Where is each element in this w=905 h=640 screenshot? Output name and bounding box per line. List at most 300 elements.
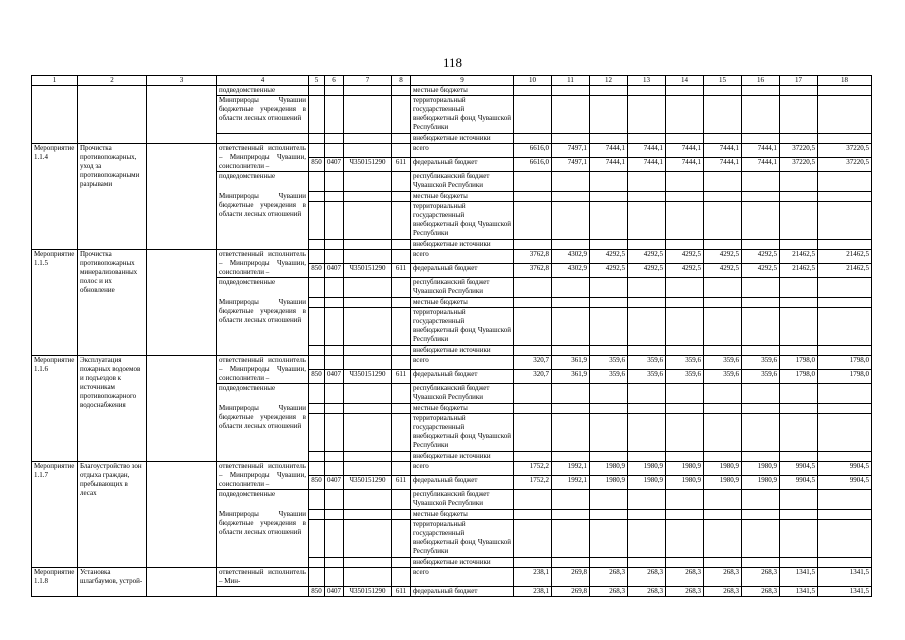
target-cell [147, 462, 217, 568]
value-cell: 4292,5 [628, 250, 666, 264]
empty-cell [552, 172, 590, 192]
value-cell: 1752,2 [514, 462, 552, 476]
empty-cell [780, 278, 818, 298]
empty-cell [818, 490, 872, 510]
value-cell: 4292,5 [628, 264, 666, 278]
code-cell [344, 202, 392, 240]
empty-cell [818, 298, 872, 308]
value-cell: 238,1 [514, 568, 552, 587]
empty-cell [742, 384, 780, 404]
value-cell: 1980,9 [666, 462, 704, 476]
code-cell [325, 510, 344, 520]
value-cell: 4302,9 [552, 250, 590, 264]
code-cell [325, 346, 344, 356]
code-cell [325, 96, 344, 134]
empty-cell [590, 452, 628, 462]
column-number: 9 [411, 76, 514, 86]
code-cell [392, 490, 411, 510]
value-cell: 268,3 [628, 587, 666, 597]
value-cell [780, 134, 818, 144]
value-cell: 238,1 [514, 587, 552, 597]
empty-cell [780, 414, 818, 452]
table-row [32, 462, 872, 476]
grbs-code: 850 [309, 370, 325, 384]
code-cell [344, 558, 392, 568]
executor-cell: ответственный исполнитель – Мин- [217, 568, 309, 587]
empty-cell [666, 404, 704, 414]
code-cell [392, 278, 411, 298]
budget-source-cell: федеральный бюджет [411, 264, 514, 278]
code-cell [392, 240, 411, 250]
column-number: 16 [742, 76, 780, 86]
column-number: 13 [628, 76, 666, 86]
vr-code: 611 [392, 158, 411, 172]
value-cell [818, 96, 872, 134]
budget-source-cell: всего [411, 462, 514, 476]
empty-cell [514, 558, 552, 568]
empty-cell [628, 452, 666, 462]
value-cell: 7497,1 [552, 144, 590, 158]
empty-cell [818, 520, 872, 558]
code-cell [344, 250, 392, 264]
budget-source-cell: местные бюджеты [411, 192, 514, 202]
value-cell: 268,3 [742, 587, 780, 597]
empty-cell [742, 510, 780, 520]
empty-cell [742, 414, 780, 452]
empty-cell [514, 202, 552, 240]
budget-source-cell: всего [411, 144, 514, 158]
value-cell: 359,6 [628, 370, 666, 384]
empty-cell [780, 404, 818, 414]
code-cell [344, 278, 392, 298]
value-cell: 9904,5 [818, 462, 872, 476]
value-cell [590, 134, 628, 144]
column-number: 4 [217, 76, 309, 86]
value-cell: 7444,1 [704, 144, 742, 158]
value-cell [666, 96, 704, 134]
value-cell: 1980,9 [628, 476, 666, 490]
code-cell [344, 490, 392, 510]
column-number: 17 [780, 76, 818, 86]
value-cell: 359,6 [704, 370, 742, 384]
code-cell [309, 452, 325, 462]
empty-cell [666, 414, 704, 452]
value-cell: 1980,9 [704, 462, 742, 476]
empty-cell [552, 240, 590, 250]
empty-cell [514, 490, 552, 510]
budget-source-cell: территориальный государственный внебюджетный фонд Чувашской Республики [411, 414, 514, 452]
empty-cell [628, 192, 666, 202]
code-cell [309, 298, 325, 308]
empty-cell [552, 452, 590, 462]
empty-cell [628, 240, 666, 250]
column-number: 12 [590, 76, 628, 86]
empty-cell [780, 510, 818, 520]
empty-cell [704, 298, 742, 308]
code-cell [309, 356, 325, 370]
empty-cell [704, 404, 742, 414]
code-cell [309, 414, 325, 452]
value-cell: 359,6 [628, 356, 666, 370]
budget-source-cell: федеральный бюджет [411, 587, 514, 597]
value-cell [704, 96, 742, 134]
code-cell [344, 86, 392, 96]
value-cell: 6616,0 [514, 144, 552, 158]
column-number: 5 [309, 76, 325, 86]
code-cell [344, 462, 392, 476]
executor-cell: ответственный исполнитель – Минприроды Чувашии, соисполнители – [217, 144, 309, 172]
code-cell [344, 192, 392, 202]
column-number: 3 [147, 76, 217, 86]
executor-cell [217, 134, 309, 144]
executor-cell: Минприроды Чувашии бюджетные учреждения в области лесных отношений [217, 96, 309, 134]
measure-name-cell: Благоустройство зон отдыха граждан, пребывающих в лесах [78, 462, 147, 568]
budget-source-cell: местные бюджеты [411, 510, 514, 520]
code-cell [344, 240, 392, 250]
empty-cell [552, 346, 590, 356]
empty-cell [552, 308, 590, 346]
budget-source-cell: внебюджетные источники [411, 240, 514, 250]
value-cell: 1980,9 [742, 476, 780, 490]
value-cell: 1980,9 [628, 462, 666, 476]
empty-cell [704, 240, 742, 250]
value-cell [666, 86, 704, 96]
measure-id-cell: Мероприятие 1.1.4 [32, 144, 78, 250]
value-cell [590, 96, 628, 134]
code-cell [309, 96, 325, 134]
executor-cell: Минприроды Чувашии бюджетные учреждения в области лесных отношений [217, 298, 309, 356]
executor-cell: Минприроды Чувашии бюджетные учреждения в области лесных отношений [217, 192, 309, 250]
budget-source-cell: республиканский бюджет Чувашской Республики [411, 278, 514, 298]
value-cell: 4292,5 [704, 264, 742, 278]
column-number: 8 [392, 76, 411, 86]
empty-cell [704, 510, 742, 520]
value-cell: 1980,9 [590, 476, 628, 490]
budget-source-cell: территориальный государственный внебюджетный фонд Чувашской Республики [411, 308, 514, 346]
empty-cell [666, 278, 704, 298]
empty-cell [628, 414, 666, 452]
code-cell [344, 134, 392, 144]
value-cell: 7444,1 [590, 158, 628, 172]
empty-cell [742, 192, 780, 202]
grbs-code: 850 [309, 158, 325, 172]
code-cell [309, 202, 325, 240]
value-cell: 269,8 [552, 568, 590, 587]
empty-cell [552, 510, 590, 520]
empty-cell [628, 404, 666, 414]
code-cell [325, 520, 344, 558]
value-cell: 1980,9 [666, 476, 704, 490]
code-cell [392, 346, 411, 356]
measure-name-cell: Эксплуатация пожарных водоемов и подъездов к источникам противопожарного водоснабжения [78, 356, 147, 462]
value-cell [514, 86, 552, 96]
value-cell: 1980,9 [742, 462, 780, 476]
empty-cell [552, 192, 590, 202]
code-cell [309, 144, 325, 158]
empty-cell [742, 172, 780, 192]
value-cell: 4292,5 [742, 250, 780, 264]
value-cell: 21462,5 [780, 264, 818, 278]
value-cell: 1798,0 [818, 356, 872, 370]
empty-cell [742, 490, 780, 510]
code-cell [344, 510, 392, 520]
empty-cell [514, 172, 552, 192]
empty-cell [780, 172, 818, 192]
value-cell [628, 86, 666, 96]
empty-cell [780, 490, 818, 510]
column-number: 1 [32, 76, 78, 86]
code-cell [309, 308, 325, 346]
value-cell [704, 86, 742, 96]
empty-cell [514, 298, 552, 308]
empty-cell [590, 404, 628, 414]
code-cell [325, 568, 344, 587]
empty-cell [818, 384, 872, 404]
empty-cell [628, 298, 666, 308]
value-cell: 320,7 [514, 370, 552, 384]
empty-cell [590, 298, 628, 308]
empty-cell [780, 202, 818, 240]
code-cell [309, 134, 325, 144]
target-cell [147, 356, 217, 462]
measure-name-cell [78, 86, 147, 144]
value-cell: 268,3 [666, 568, 704, 587]
code-cell [309, 250, 325, 264]
empty-cell [818, 452, 872, 462]
empty-cell [590, 490, 628, 510]
empty-cell [666, 172, 704, 192]
value-cell [666, 134, 704, 144]
empty-cell [628, 346, 666, 356]
empty-cell [666, 384, 704, 404]
code-cell [309, 384, 325, 404]
empty-cell [514, 240, 552, 250]
empty-cell [818, 510, 872, 520]
measure-name-cell: Прочистка противопожарных минерализованных полос и их обновление [78, 250, 147, 356]
budget-table [31, 75, 872, 597]
column-number: 11 [552, 76, 590, 86]
grbs-code: 850 [309, 476, 325, 490]
budget-source-cell: внебюджетные источники [411, 452, 514, 462]
empty-cell [818, 192, 872, 202]
code-cell [325, 462, 344, 476]
empty-cell [780, 346, 818, 356]
value-cell [780, 86, 818, 96]
code-cell [392, 404, 411, 414]
code-cell [325, 202, 344, 240]
empty-cell [818, 278, 872, 298]
empty-cell [590, 510, 628, 520]
code-cell [309, 86, 325, 96]
code-cell [325, 144, 344, 158]
empty-cell [590, 520, 628, 558]
empty-cell [704, 490, 742, 510]
value-cell: 359,6 [704, 356, 742, 370]
budget-source-cell: федеральный бюджет [411, 158, 514, 172]
value-cell [742, 96, 780, 134]
empty-cell [514, 384, 552, 404]
table-row [32, 86, 872, 96]
value-cell: 1980,9 [704, 476, 742, 490]
code-cell [309, 462, 325, 476]
empty-cell [552, 404, 590, 414]
empty-cell [704, 520, 742, 558]
budget-source-cell: внебюджетные источники [411, 134, 514, 144]
measure-id-cell: Мероприятие 1.1.5 [32, 250, 78, 356]
vr-code: 611 [392, 264, 411, 278]
code-cell [392, 144, 411, 158]
empty-cell [704, 308, 742, 346]
empty-cell [666, 202, 704, 240]
rzpr-code: 0407 [325, 370, 344, 384]
code-cell [392, 96, 411, 134]
empty-cell [552, 490, 590, 510]
code-cell [392, 520, 411, 558]
empty-cell [818, 346, 872, 356]
empty-cell [818, 172, 872, 192]
empty-cell [552, 298, 590, 308]
code-cell [325, 172, 344, 192]
value-cell [818, 86, 872, 96]
empty-cell [590, 308, 628, 346]
executor-cell: подведомственные [217, 86, 309, 96]
empty-cell [704, 202, 742, 240]
value-cell: 359,6 [590, 356, 628, 370]
empty-cell [590, 384, 628, 404]
empty-cell [514, 192, 552, 202]
empty-cell [514, 414, 552, 452]
code-cell [344, 144, 392, 158]
budget-source-cell: республиканский бюджет Чувашской Республики [411, 172, 514, 192]
empty-cell [780, 192, 818, 202]
value-cell: 359,6 [742, 370, 780, 384]
target-cell [147, 86, 217, 144]
value-cell: 7444,1 [628, 144, 666, 158]
empty-cell [780, 298, 818, 308]
empty-cell [780, 384, 818, 404]
value-cell: 7444,1 [742, 144, 780, 158]
value-cell: 268,3 [704, 587, 742, 597]
code-cell [344, 172, 392, 192]
value-cell: 3762,8 [514, 250, 552, 264]
value-cell [818, 134, 872, 144]
budget-source-cell: территориальный государственный внебюджетный фонд Чувашской Республики [411, 96, 514, 134]
empty-cell [742, 240, 780, 250]
budget-source-cell: внебюджетные источники [411, 346, 514, 356]
empty-cell [742, 308, 780, 346]
empty-cell [552, 202, 590, 240]
empty-cell [514, 404, 552, 414]
empty-cell [818, 404, 872, 414]
code-cell [325, 250, 344, 264]
executor-cell: подведомственные [217, 490, 309, 510]
value-cell [628, 134, 666, 144]
empty-cell [666, 490, 704, 510]
budget-source-cell: местные бюджеты [411, 86, 514, 96]
value-cell: 7444,1 [704, 158, 742, 172]
empty-cell [590, 240, 628, 250]
budget-source-cell: федеральный бюджет [411, 476, 514, 490]
executor-cell: подведомственные [217, 384, 309, 404]
empty-cell [818, 414, 872, 452]
value-cell: 4292,5 [742, 264, 780, 278]
value-cell: 3762,8 [514, 264, 552, 278]
empty-cell [628, 172, 666, 192]
code-cell [309, 520, 325, 558]
code-cell [325, 356, 344, 370]
value-cell: 9904,5 [780, 476, 818, 490]
value-cell [780, 96, 818, 134]
empty-cell [666, 346, 704, 356]
empty-cell [742, 298, 780, 308]
budget-source-cell: всего [411, 568, 514, 587]
value-cell: 21462,5 [818, 264, 872, 278]
value-cell: 7497,1 [552, 158, 590, 172]
code-cell [325, 414, 344, 452]
measure-id-cell: Мероприятие 1.1.6 [32, 356, 78, 462]
value-cell: 4292,5 [666, 264, 704, 278]
empty-cell [514, 510, 552, 520]
csr-code: Ч350151290 [344, 587, 392, 597]
empty-cell [780, 520, 818, 558]
code-cell [392, 568, 411, 587]
executor-cell: Минприроды Чувашии бюджетные учреждения в области лесных отношений [217, 404, 309, 462]
empty-cell [780, 308, 818, 346]
code-cell [309, 278, 325, 298]
code-cell [325, 384, 344, 404]
value-cell [552, 134, 590, 144]
measure-id-cell [32, 86, 78, 144]
code-cell [392, 384, 411, 404]
value-cell: 4292,5 [590, 264, 628, 278]
empty-cell [590, 202, 628, 240]
executor-cell: Минприроды Чувашии бюджетные учреждения в области лесных отношений [217, 510, 309, 568]
empty-cell [704, 452, 742, 462]
code-cell [309, 558, 325, 568]
empty-cell [552, 278, 590, 298]
value-cell: 320,7 [514, 356, 552, 370]
empty-cell [666, 298, 704, 308]
empty-cell [666, 558, 704, 568]
empty-cell [704, 384, 742, 404]
value-cell: 1992,1 [552, 462, 590, 476]
empty-cell [628, 308, 666, 346]
grbs-code: 850 [309, 264, 325, 278]
empty-cell [628, 520, 666, 558]
empty-cell [666, 510, 704, 520]
target-cell [147, 250, 217, 356]
value-cell: 361,9 [552, 370, 590, 384]
empty-cell [704, 414, 742, 452]
empty-cell [514, 278, 552, 298]
code-cell [309, 172, 325, 192]
value-cell: 268,3 [742, 568, 780, 587]
value-cell: 7444,1 [666, 158, 704, 172]
value-cell [552, 86, 590, 96]
value-cell: 1798,0 [780, 356, 818, 370]
executor-cell: подведомственные [217, 278, 309, 298]
column-number: 18 [818, 76, 872, 86]
code-cell [392, 510, 411, 520]
executor-cell: ответственный исполнитель – Минприроды Чувашии, соисполнители – [217, 250, 309, 278]
value-cell [552, 96, 590, 134]
value-cell: 37220,5 [818, 158, 872, 172]
value-cell: 1341,5 [818, 568, 872, 587]
target-cell [147, 144, 217, 250]
code-cell [325, 86, 344, 96]
value-cell: 359,6 [666, 356, 704, 370]
budget-source-cell: всего [411, 356, 514, 370]
